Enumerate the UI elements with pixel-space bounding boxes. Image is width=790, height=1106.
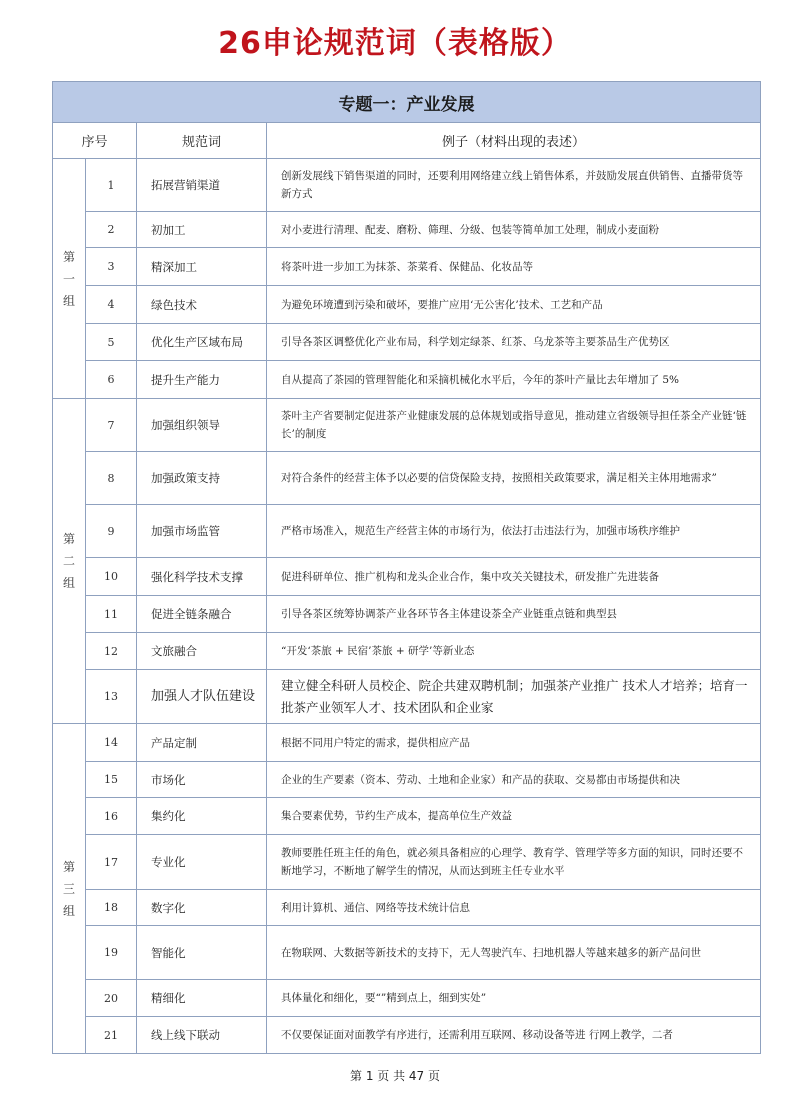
table-row — [53, 212, 761, 248]
table-row — [53, 724, 761, 762]
row-term: 强化科学技术支撑 — [137, 558, 267, 596]
row-example: 引导各茶区调整优化产业布局，科学划定绿茶、红茶、乌龙茶等主要茶品生产优势区 — [267, 324, 761, 361]
row-term: 初加工 — [137, 212, 267, 248]
row-example: 茶叶主产省要制定促进茶产业健康发展的总体规划或指导意见，推动建立省级领导担任茶全产业链‘链长’的制度 — [267, 399, 761, 452]
header-term: 规范词 — [137, 123, 267, 159]
row-term: 文旅融合 — [137, 633, 267, 670]
row-example: 利用计算机、通信、网络等技术统计信息 — [267, 890, 761, 926]
group-label-text: 第二组 — [62, 532, 75, 590]
row-example: 促进科研单位、推广机构和龙头企业合作，集中攻关关键技术，研发推广先进装备 — [267, 558, 761, 596]
row-example: 为避免环境遭到污染和破坏，要推广应用‘无公害化’技术、工艺和产品 — [267, 286, 761, 324]
row-example: 在物联网、大数据等新技术的支持下，无人驾驶汽车、扫地机器人等越来越多的新产品问世 — [267, 926, 761, 980]
row-example: 建立健全科研人员校企、院企共建双聘机制；加强茶产业推广 技术人才培养；培育一批茶产业领军人才、技术团队和企业家 — [267, 670, 761, 724]
terms-table — [52, 81, 761, 1054]
row-example: 对符合条件的经营主体予以必要的信贷保险支持，按照相关政策要求，满足相关主体用地需求” — [267, 452, 761, 505]
row-number: 17 — [86, 835, 137, 890]
table-row — [53, 633, 761, 670]
table-row — [53, 798, 761, 835]
row-example: 将茶叶进一步加工为抹茶、茶菜肴、保健品、化妆品等 — [267, 248, 761, 286]
row-example: 企业的生产要素（资本、劳动、土地和企业家）和产品的获取、交易都由市场提供和决 — [267, 762, 761, 798]
row-term: 提升生产能力 — [137, 361, 267, 399]
table-row — [53, 452, 761, 505]
row-number: 4 — [86, 286, 137, 324]
header-row — [53, 123, 761, 159]
row-number: 21 — [86, 1017, 137, 1054]
row-example: 对小麦进行清理、配麦、磨粉、筛理、分级、包装等简单加工处理，制成小麦面粉 — [267, 212, 761, 248]
row-term: 拓展营销渠道 — [137, 159, 267, 212]
page-footer: 第 1 页 共 47 页 — [350, 1069, 440, 1083]
row-term: 集约化 — [137, 798, 267, 835]
group-label-text: 第三组 — [62, 859, 75, 918]
row-term: 专业化 — [137, 835, 267, 890]
row-example: 不仅要保证面对面教学有序进行，还需利用互联网、移动设备等进 行网上教学，二者 — [267, 1017, 761, 1054]
row-number: 20 — [86, 980, 137, 1017]
row-number: 11 — [86, 596, 137, 633]
table-row — [53, 890, 761, 926]
row-term: 加强人才队伍建设 — [137, 670, 267, 724]
group-label — [53, 159, 86, 399]
document-title: 26申论规范词（表格版） — [218, 26, 572, 61]
row-term: 优化生产区域布局 — [137, 324, 267, 361]
group-label-text: 第一组 — [62, 249, 75, 308]
row-example: 引导各茶区统筹协调茶产业各环节各主体建设茶全产业链重点链和典型县 — [267, 596, 761, 633]
topic-row — [53, 82, 761, 123]
row-example: 根据不同用户特定的需求，提供相应产品 — [267, 724, 761, 762]
row-number: 13 — [86, 670, 137, 724]
table-row — [53, 324, 761, 361]
row-number: 18 — [86, 890, 137, 926]
row-term: 绿色技术 — [137, 286, 267, 324]
table-row — [53, 361, 761, 399]
row-number: 16 — [86, 798, 137, 835]
row-example: 具体量化和细化，要“”精到点上，细到实处” — [267, 980, 761, 1017]
row-number: 12 — [86, 633, 137, 670]
row-example: 自从提高了茶园的管理智能化和采摘机械化水平后，今年的茶叶产量比去年增加了 5% — [267, 361, 761, 399]
header-index: 序号 — [53, 123, 137, 159]
row-number: 2 — [86, 212, 137, 248]
row-number: 15 — [86, 762, 137, 798]
row-number: 5 — [86, 324, 137, 361]
row-number: 10 — [86, 558, 137, 596]
row-example: 严格市场准入，规范生产经营主体的市场行为，依法打击违法行为，加强市场秩序维护 — [267, 505, 761, 558]
table-row — [53, 399, 761, 452]
row-example: “开发‘茶旅 + 民宿’茶旅 + 研学’等新业态 — [267, 633, 761, 670]
row-term: 加强组织领导 — [137, 399, 267, 452]
table-row — [53, 286, 761, 324]
table-row — [53, 762, 761, 798]
row-number: 14 — [86, 724, 137, 762]
row-number: 8 — [86, 452, 137, 505]
table-row — [53, 596, 761, 633]
row-number: 3 — [86, 248, 137, 286]
row-term: 精细化 — [137, 980, 267, 1017]
table-row — [53, 248, 761, 286]
table-row — [53, 159, 761, 212]
table-row — [53, 926, 761, 980]
group-label — [53, 724, 86, 1054]
row-term: 精深加工 — [137, 248, 267, 286]
topic-heading: 专题一：产业发展 — [53, 82, 761, 123]
row-example: 集合要素优势，节约生产成本，提高单位生产效益 — [267, 798, 761, 835]
row-term: 促进全链条融合 — [137, 596, 267, 633]
row-number: 7 — [86, 399, 137, 452]
row-term: 市场化 — [137, 762, 267, 798]
row-term: 数字化 — [137, 890, 267, 926]
table-row — [53, 835, 761, 890]
row-number: 9 — [86, 505, 137, 558]
table-row — [53, 505, 761, 558]
row-term: 加强市场监管 — [137, 505, 267, 558]
row-term: 线上线下联动 — [137, 1017, 267, 1054]
row-example: 教师要胜任班主任的角色，就必须具备相应的心理学、教育学、管理学等多方面的知识，同时还要不断地学习，不断地了解学生的情况，从而达到班主任专业水平 — [267, 835, 761, 890]
row-example: 创新发展线下销售渠道的同时，还要利用网络建立线上销售体系，并鼓励发展直供销售、直播带货等新方式 — [267, 159, 761, 212]
table-row — [53, 670, 761, 724]
row-term: 智能化 — [137, 926, 267, 980]
row-number: 1 — [86, 159, 137, 212]
header-example: 例子（材料出现的表述） — [267, 123, 761, 159]
row-number: 19 — [86, 926, 137, 980]
table-row — [53, 980, 761, 1017]
table-row — [53, 558, 761, 596]
table-row — [53, 1017, 761, 1054]
row-number: 6 — [86, 361, 137, 399]
row-term: 产品定制 — [137, 724, 267, 762]
row-term: 加强政策支持 — [137, 452, 267, 505]
group-label — [53, 399, 86, 724]
